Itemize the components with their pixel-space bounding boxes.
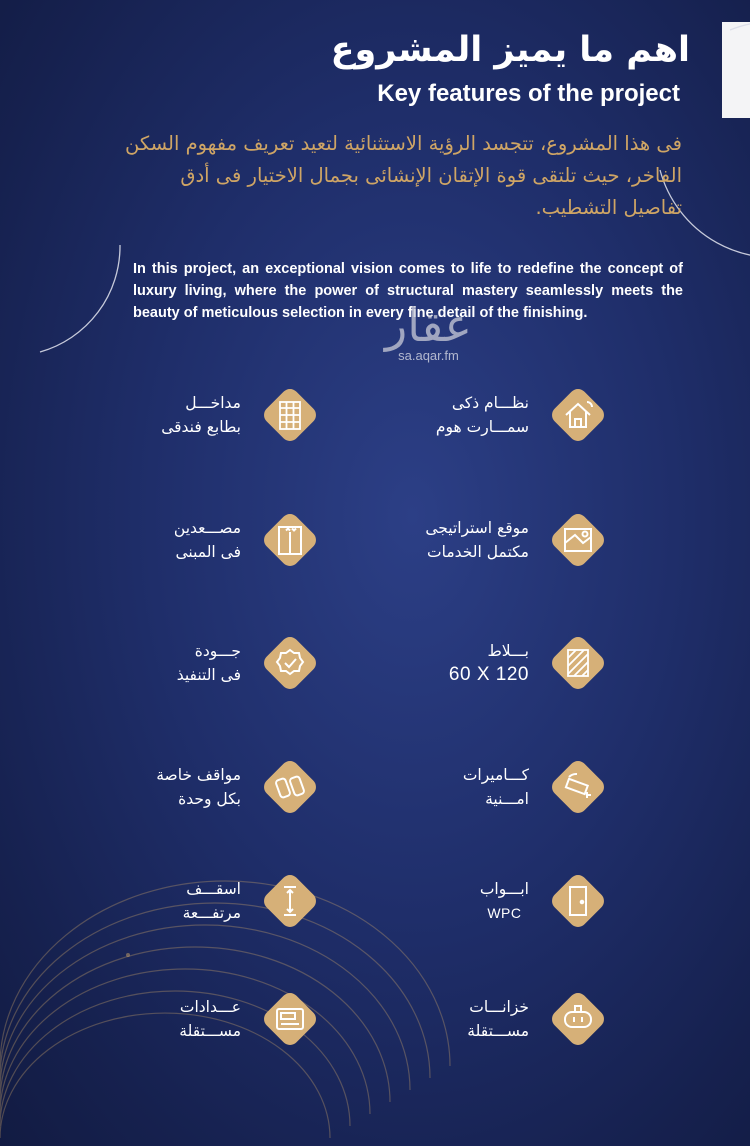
feature-line2: فى المبنى xyxy=(175,543,241,561)
feature-line1: نظـــام ذكى xyxy=(451,394,529,412)
intro-text-english: In this project, an exceptional vision comes to life to redefine the concept of luxury living, where the power of structural mastery seamlessly meets the beauty of meticulous selection in every fine detail of the finishing. xyxy=(133,261,683,321)
door-icon xyxy=(543,866,613,936)
feature-line1: مصـــعدين xyxy=(173,519,241,537)
security-camera-icon xyxy=(543,752,613,822)
feature-line2: بطابع فندقى xyxy=(161,418,241,436)
feature-line1: مداخـــل xyxy=(185,394,241,412)
feature-separate-meters xyxy=(15,984,325,1054)
smart-home-icon xyxy=(543,380,613,450)
page-title-arabic: اهم ما يميز المشروع xyxy=(330,30,690,70)
feature-line2: 60 X 120 xyxy=(448,664,529,685)
feature-line2: مرتفـــعة xyxy=(182,904,241,922)
tiles-icon xyxy=(543,628,613,698)
feature-high-ceilings xyxy=(15,866,325,936)
feature-strategic-location xyxy=(303,505,613,575)
feature-line2: امـــنية xyxy=(485,790,529,808)
watermark-url: sa.aqar.fm xyxy=(398,348,459,363)
feature-private-parking xyxy=(15,752,325,822)
feature-line1: مواقف خاصة xyxy=(156,766,241,784)
feature-elevators xyxy=(15,505,325,575)
feature-separate-tanks xyxy=(303,984,613,1054)
feature-hotel-entrances xyxy=(15,380,325,450)
feature-line2: مكتمل الخدمات xyxy=(427,543,529,561)
page-title-english: Key features of the project xyxy=(377,80,680,107)
feature-line1: خزانـــات xyxy=(469,998,529,1016)
feature-line1: بـــلاط xyxy=(487,642,529,660)
feature-line1: موقع استراتيجى xyxy=(425,519,529,537)
feature-line2: فى التنفيذ xyxy=(176,666,241,684)
feature-line2: مســـتقلة xyxy=(179,1022,241,1040)
watermark xyxy=(385,300,472,363)
feature-quality xyxy=(15,628,325,698)
feature-line1: كـــاميرات xyxy=(462,766,529,784)
feature-line2: بكل وحدة xyxy=(178,790,241,808)
feature-line2: WPC xyxy=(487,905,522,921)
white-edge-tab xyxy=(722,22,750,118)
feature-wpc-doors xyxy=(303,866,613,936)
feature-line1: جـــودة xyxy=(194,642,241,660)
feature-line1: اسقـــف xyxy=(186,880,241,898)
water-tank-icon xyxy=(543,984,613,1054)
feature-tiles xyxy=(303,628,613,698)
watermark-logo: عقار xyxy=(385,298,472,352)
feature-line2: مســـتقلة xyxy=(467,1022,529,1040)
feature-line1: ابـــواب xyxy=(479,880,529,898)
intro-text-arabic: فى هذا المشروع، تتجسد الرؤية الاستثنائية لتعيد تعريف مفهوم السكن الفاخر، حيث تلتقى قوة الإتقان الإنشائى بجمال الاختيار فى أدق تفاصيل التشطيب. xyxy=(125,132,682,219)
map-icon xyxy=(543,505,613,575)
feature-line2: سمـــارت هوم xyxy=(435,418,529,436)
feature-smart-home xyxy=(303,380,613,450)
feature-line1: عـــدادات xyxy=(179,998,241,1016)
feature-security-cameras xyxy=(303,752,613,822)
